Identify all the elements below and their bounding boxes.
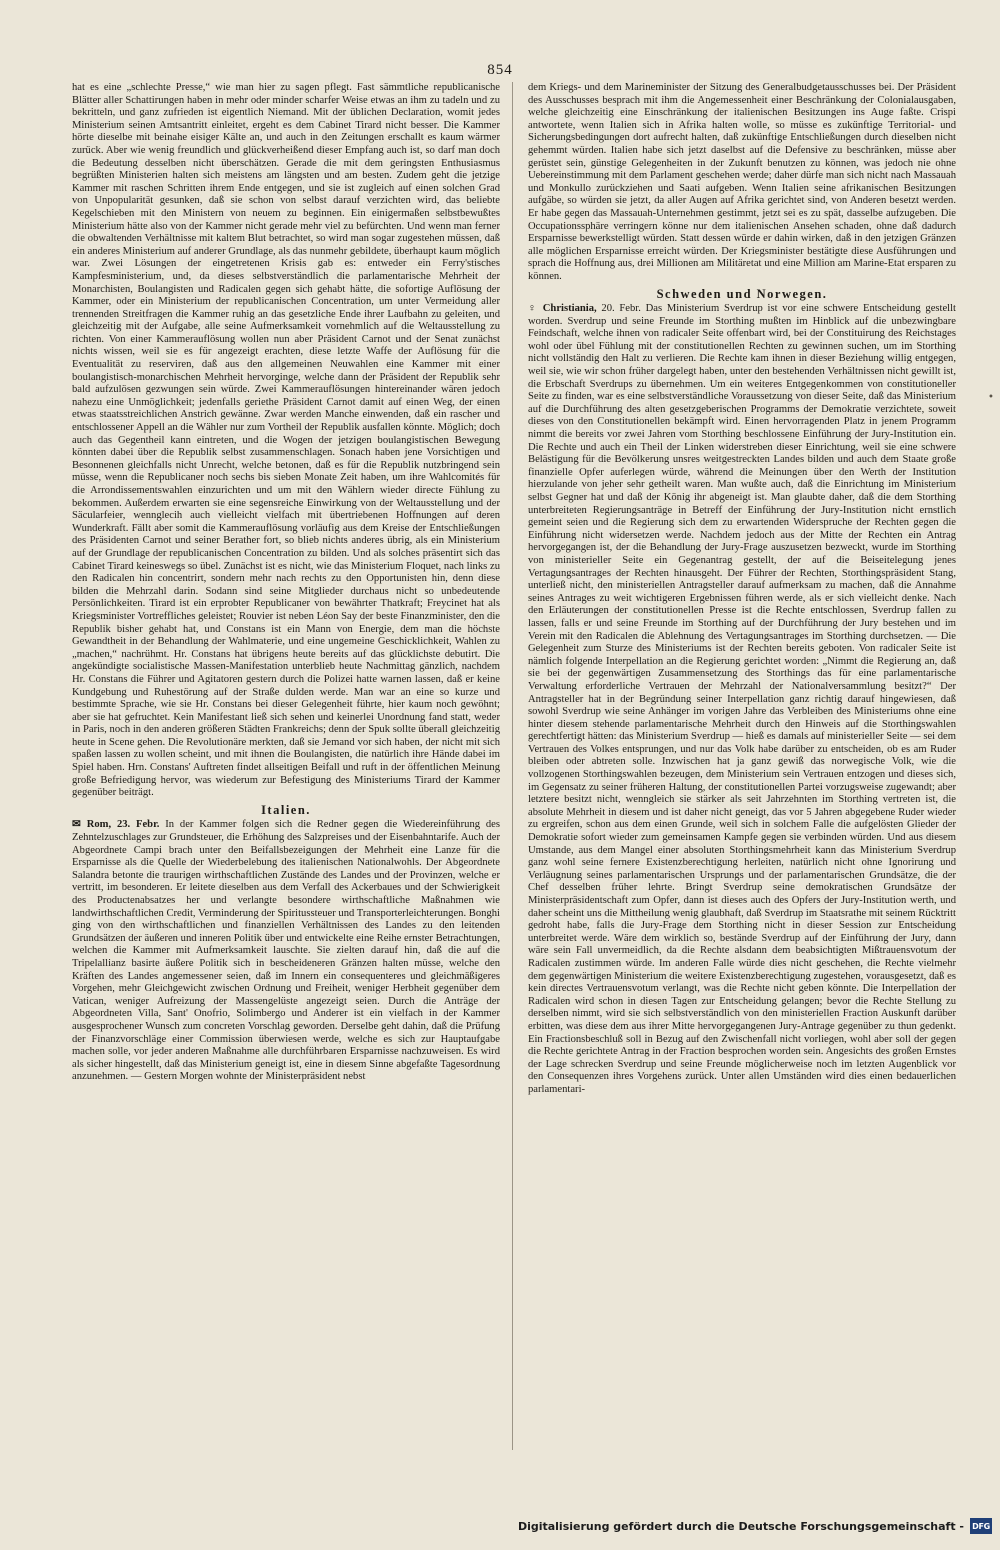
column-divider	[512, 82, 513, 1450]
dateline-date: 20. Febr.	[601, 303, 641, 315]
dateline-rom: ✉ Rom, 23. Febr.	[72, 819, 160, 831]
page-number: 854	[487, 62, 513, 78]
article-paragraph	[528, 303, 956, 1096]
section-heading-schweden: Schweden und Norwegen.	[656, 286, 828, 301]
right-column	[528, 82, 956, 1447]
margin-mark: •	[988, 392, 994, 403]
article-text: Das Ministerium Sverdrup ist vor eine schwere Entscheidung gestellt worden. Sverdrup und seine Freunde im Storthing mußten im Hinblick auf die unbezwingbare Feindschaft, welche ihnen von radicaler Seite offenbart wird, bei der Constituirung des Reichstages wohl oder übel Fühlung mit der constitutionellen Rechten zu gewinnen suchen, um im Storthing nicht vollständig den Halt zu verlieren. Die Rechte kam ihnen in dieser Beziehung willig entgegen, weil sie, wie wir schon früher dargelegt haben, unter den bestehenden Verhältnissen nicht gewillt ist, die Erbschaft Sverdrups zu übernehmen. Um ein weiteres Entgegenkommen von constitutioneller Seite zu finden, war es eine selbstverständliche Voraussetzung von dieser Seite, daß das Ministerium auf die Durchführung des alten gesetzgeberischen Programms der Demokratie verzichtete, soweit dieses von den Constitutionellen bekämpft wird. Einen hervorragenden Platz in jenem Programm nimmt die bereits vor zwei Jahren vom Storthing beschlossene Einführung der Jury-Institution ein. Die Rechte und auch ein Theil der Linken widerstreben dieser Einrichtung, weil sie eine schwere Belästigung für die Bevölkerung unsres weitgestreckten Landes bilden und auch dem Staate große finanzielle Opfer auferlegen würde, während die Meinungen über den Werth der Institution hierzulande von jeher sehr getheilt waren. Man wußte auch, daß die Einrichtung im Ministerium selbst Gegner hat und daß der König ihr abgeneigt ist. Man glaubte daher, daß die dem Storthing unterbreiteten Regierungsanträge in Betreff der Einführung der Jury-Institution nicht ernstlich gemeint seien und die Regierung sich dem zu erwartenden Widerspruche der Rechten gegen die Einführung nicht widersetzen werde. Nachdem jedoch aus der Mitte der Rechten ein Antrag hervorgegangen ist, der die Behandlung der Jury-Frage auszusetzen bezweckt, wurde im Storthing von ministerieller Seite ein Gegenantrag gestellt, der auf die Beiseitelegung jenes Vertagungsantrages der Rechten hinausgeht. Der Führer der Rechten, Storthingspräsident Stang, unterließ nicht, den ministeriellen Antragsteller darauf aufmerksam zu machen, daß die Annahme seines Antrages zu weit wichtigeren Ergebnissen führen werde, als er sich vielleicht denke. Nach den Erläuterungen der constitutionellen Presse ist die Rechte entschlossen, Sverdrup fallen zu lassen, falls er und seine Freunde im Storthing auf der Durchführung der Jury bestehen und im Verein mit den Radicalen die Ablehnung des Vertagungsantrages im Storthing durchsetzen. — Die Gelegenheit zum Sturze des Ministeriums ist der Rechten bereits geboten. Von radicaler Seite ist nämlich folgende Interpellation an die Regierung gerichtet worden: „Nimmt die Regierung an, daß sie bei der gegenwärtigen Zusammensetzung des Storthings das für eine parlamentarische Verwaltung erforderliche Vertrauen der Mehrzahl der Nationalversammlung besitzt?“ Der Antragsteller hat in der Begründung seiner Interpellation ganz richtig darauf hingewiesen, daß sowohl Sverdrup wie seine Anhänger im vorigen Jahre das Verbleiben des Ministeriums ohne eine hinter diesem stehende parlamentarische Mehrheit durch den Hinweis auf die Storthingswahlen gerechtfertigt hätten: das Ministerium Sverdrup — hieß es damals auf ministerieller Seite — sei dem Vertrauen des Volkes entsprungen, und nur das Volk habe darüber zu entscheiden, ob es am Ruder bleiben oder abtreten solle. Inzwischen hat ja ganz gewiß das norwegische Volk, wie die vollzogenen Storthingswahlen bezeugen, dem Ministerium sein Vertrauen entzogen und dieses sich, im Gegensatz zu seiner früheren Haltung, der constitutionellen Partei vorzugsweise zugewandt; aber letztere besitzt nicht, wenngleich sie stärker als seit Jahrzehnten im Storthing vertreten ist, die absolute Mehrheit in diesem und ist daher nicht geneigt, das vor 5 Jahren abgegebene Ruder wieder zu ergreifen, schon aus dem einen Grunde, weil sich in solchem Falle die aufgelösten Glieder der Demokratie sofort wieder zum gemeinsamen Kampfe gegen sie verbinden würden. Und aus diesem Umstande, aus dem Mangel einer absoluten Storthingsmehrheit kann das Ministerium Sverdrup ganz wohl seine fernere Existenzberechtigung herleiten, natürlich nicht ohne Ignorirung und Verläugnung seines parlamentarischen Ursprungs und der parlamentarischen Grundsätze, die der Chef desselben früher lehrte. Bringt Sverdrup seine demokratischen Grundsätze der Ministerpräsidentschaft zum Opfer, dann ist dieses auch des Opfers der Jury-Institution werth, und daher scheint uns die Mittheilung wenig glaubhaft, daß Sverdrup im Staatsrathe mit seinem Rücktritt gedroht habe, falls die Jury-Frage dem Storthing nicht in dieser Session zur Entscheidung unterbreitet werde. Wäre dem wirklich so, bestände Sverdrup auf der Einführung der Jury, dann wäre sein Fall unvermeidlich, da die Rechte alsdann dem beabsichtigten Mißtrauensvotum der Radicalen zustimmen würde. Im anderen Falle würde dies nicht geschehen, die Rechte vielmehr dem gegenwärtigen Ministerium die weitere Existenzberechtigung zugestehen, vorausgesetzt, daß es kein directes Vertrauensvotum verlangt, was die Rechte nicht geben könnte. Die Interpellation der Radicalen wird schon in diesen Tagen zur Entscheidung gelangen; bevor die Rechte Stellung zu derselben nimmt, wird sie sich selbstverständlich von den ministeriellen Fraction Auskunft darüber erbitten, was diese dem aus ihrer Mitte hervorgegangenen Jury-Antrage gegenüber zu thun gedenkt. Ein Fractionsbeschluß soll in Bezug auf den Zwischenfall nicht vorliegen, wohl aber soll der gegen die Rechte gerichtete Antrag in der Fraction besprochen worden sein. Angesichts des großen Ernstes der Lage schrecken Sverdrup und seine Freunde möglicherweise noch im letzten Augenblick vor den Consequenzen ihres Vorgehens zurück. Unter allen Umständen wird dies einen bedauerlichen parlamentari-	[528, 303, 956, 1095]
article-paragraph	[72, 819, 500, 1083]
dfg-logo-icon: DFG	[970, 1518, 992, 1534]
article-paragraph: dem Kriegs- und dem Marineminister der Sitzung des Generalbudgetausschusses bei. Der Präsident des Ausschusses besprach mit ihm die Angemessenheit einer Beschränkung der Colonialausgaben, welche gleichzeitig eine Einschränkung der italienischen Besitzungen ins Auge faßte. Crispi antwortete, wenn Italien sich in Afrika halten wolle, so müsse es zukünftige Territorial- und Sicherungsbedingungen dort aufrecht halten, daß zukünftige Entschließungen durch dieselben nicht gehemmt würden. Italien habe sich jetzt daselbst auf die Defensive zu beschränken, müsse aber gerüstet sein, günstige Gelegenheiten in der Zukunft benutzen zu können, was jedoch nie ohne Uebereinstimmung mit dem Parlament geschehen werde; daher dürfe man sich nicht nach Massauah und Monkullo zurückziehen und Saati aufgeben. Wenn Italien seine afrikanischen Besitzungen aufgäbe, so würden sie jetzt, da aller Augen auf Afrika gerichtet sind, von Anderen besetzt werden. Er habe gegen das Massauah-Unternehmen gestimmt, jetzt sei es zu spät, dasselbe aufzugeben. Die Occupationssphäre verringern könne nur dem italienischen Ansehen schaden, ohne daß dadurch Ersparnisse bewerkstelligt würden. Statt dessen würde er dahin wirken, daß in den jetzigen Gränzen alle möglichen Ersparnisse erreicht würden. Der Kriegsminister bestätigte diese Ausführungen und sprach die Hoffnung aus, drei Millionen am Militäretat und eine Million am Marine-Etat ersparen zu können.	[528, 82, 956, 282]
section-heading-italien: Italien.	[261, 802, 311, 817]
article-paragraph: hat es eine „schlechte Presse,“ wie man hier zu sagen pflegt. Fast sämmtliche republicanische Blätter aller Schattirungen haben in mehr oder minder scharfer Weise etwas an ihm zu tadeln und zu bekritteln, und ganz zufrieden ist eigentlich Niemand. Mit der üblichen Declaration, womit jedes Ministerium seinen Amtsantritt einleitet, ergeht es dem Cabinet Tirard nicht besser. Die Kammer hörte dieselbe mit beinahe eisiger Kälte an, und auch in den Zeitungen erschallt es kaum wärmer zurück. Aber wie wenig freundlich und glückverheißend dieser Empfang auch ist, so darf man doch die Bedeutung desselben nicht überschätzen. Gerade die mit dem geringsten Enthusiasmus begrüßten Ministerien halten sich meistens am längsten und am besten. Zudem geht die jetzige Kammer mit raschen Schritten ihrem Ende entgegen, und sie ist zugleich auf einen solchen Grad von Unpopularität gesunken, daß sie schon von selbst darauf verzichten wird, das beliebte Kegelschieben mit den Ministern von neuem zu beginnen. Ein einigermaßen selbstbewußtes Ministerium hätte also von der Kammer nicht gerade mehr viel zu befürchten. Und wenn man ferner die obwaltenden Verhältnisse mit kaltem Blut betrachtet, so wird man sogar zugestehen müssen, daß ein anderes Ministerium auf anderer Grundlage, als das nunmehr gebildete, überhaupt kaum möglich war. Zwei Lösungen der eingetretenen Krisis gab es: entweder ein Ferry'stisches Kampfesministerium, und, da dieses selbstverständlich die parlamentarische Mehrheit der Monarchisten, Boulangisten und Radicalen gegen sich gehabt hätte, die sofortige Auflösung der Kammer, oder ein Ministerium der republicanischen Concentration, um unter Vermeidung aller trennenden Streitfragen die Kammer ruhig an das gesetzliche Ende ihrer Laufbahn zu geleiten, und gleichzeitig mit der Aufgabe, alle seine Aufmerksamkeit vornehmlich auf die Weltausstellung zu richten. Von einer Kammerauflösung wollen nun aber Präsident Carnot und der Senat zunächst nichts wissen, weil sie es für angezeigt erachten, diese letzte Waffe der Auflösung für die Eventualität zu reserviren, daß aus den allgemeinen Neuwahlen eine Kammer mit einer boulangistisch-monarchischen Mehrheit hervorginge, welche dann der Präsident der Republik sehr bald aufzulösen gezwungen sein würde. Zwei Kammerauflösungen hintereinander wären jedoch nahezu eine Unmöglichkeit; jedenfalls geriethe Präsident Carnot damit auf einen Weg, der einen etwas staatsstreichlichen Anstrich gewänne. Zwar werden Manche einwenden, daß ein rascher und entschlossener Appell an die Wähler nur zum Vortheil der Republik ausfallen könnte. Möglich; doch auch das Gegentheil kann eintreten, und die Wogen der jetzigen boulangistischen Bewegung könnten dabei über die Republik selbst zusammenschlagen. Sonach haben jene Vorsichtigen und Besonnenen gleichfalls nicht Unrecht, welche betonen, daß es für die Republik nutzbringend sein müsse, wenn die Republicaner noch sechs bis sieben Monate Zeit haben, um ihre Wahlcomités für die Arrondissementswahlen einzurichten und um mit den Wählern wieder directe Fühlung zu bekommen. Außerdem erwarten sie eine segensreiche Einwirkung von der Weltausstellung und der Säcularfeier, wennglecih auch vielleicht vielfach mit übertriebenen Hoffnungen auf deren Wunderkraft. Fällt aber somit die Kammerauflösung vorläufig aus dem Kreise der Entschließungen des Präsidenten Carnot und seiner Berather fort, so blieb nichts anderes übrig, als ein Ministerium auf der Grundlage der republicanischen Concentration zu bilden. Und als solches präsentirt sich das Cabinet Tirard keineswegs so übel. Zunächst ist es nicht, wie das Ministerium Floquet, nach links zu den Radicalen hin concentrirt, sondern mehr nach rechts zu den Opportunisten hin, denn diese bilden die Mehrzahl darin. Sodann sind seine Mitglieder durchaus nicht so unbedeutende Persönlichkeiten. Tirard ist ein erprobter Republicaner von bewährter Thatkraft; Freycinet hat als Kriegsminister Vortreffliches geleistet; Rouvier ist neben Léon Say der beste Finanzminister, den die Republik bisher gehabt hat, und Constans ist ein Mann von Energie, dem man die höchste Gewandtheit in der Behandlung der Wahlmaterie, und eine ungemeine Geschicklichkeit, Wahlen zu „machen,“ nachrühmt. Hr. Constans hat übrigens heute bereits auf das glücklichste debutirt. Die angekündigte socialistische Massen-Manifestation unterblieb heute Nachmittag gänzlich, nachdem Hr. Constans die Führer und Agitatoren gestern durch die Polizei hatte warnen lassen, daß er keine Kundgebung und Ruhestörung auf der Straße dulden werde. Man war an eine so kurze und bestimmte Sprache, wie sie Hr. Constans bei dieser Gelegenheit führte, hier kaum noch gewöhnt; aber sie hat gefruchtet. Kein Manifestant ließ sich sehen und keinerlei Unordnung fand statt, weder in Paris, noch in den anderen größeren Städten Frankreichs; denn der Spuk sollte überall gleichzeitig heute in Scene gehen. Die Revolutionäre merkten, daß sie Jemand vor sich haben, der nicht mit sich spaßen lassen zu wollen scheint, und mit ihnen die Boulangisten, die natürlich ihre Hände dabei im Spiel haben. Hrn. Constans' Auftreten findet allseitigen Beifall und ruft in der öffentlichen Meinung große Befriedigung hervor, was wiederum zur Befestigung des Ministeriums Tirard der Kammer gegenüber beiträgt.	[72, 82, 500, 799]
article-text: In der Kammer folgen sich die Redner gegen die Wiedereinführung des Zehntelzuschlages zur Grundsteuer, die Erhöhung des Salzpreises und der Eisenbahntarife. Auch der Abgeordnete Campi brach unter den Beifallsbezeigungen der Mehrheit eine Lanze für die Ersparnisse als die Quelle der Wiederbelebung des italienischen Nationalwohls. Der Abgeordnete Salandra betonte die traurigen wirthschaftlichen Zustände des Landes und der Provinzen, welche er vertritt, im besonderen. Er leitete dieselben aus dem Verfall des Ackerbaues und der Schwierigkeit des Productenabsatzes her und verlangte besondere wirthschaftliche Maßnahmen wie landwirthschaftlichen Credit, Verminderung der Spiritussteuer und Transporterleichterungen. Bonghi ging von den wirthschaftlichen und finanziellen Verhältnissen des Landes zu den leitenden Grundsätzen der äußeren und inneren Politik über und entwickelte eine Reihe ernster Betrachtungen, welchen die Kammer mit Aufmerksamkeit lauschte. Sie zielten darauf hin, daß die auf die Tripelallianz basirte äußere Politik sich in bescheideneren Gränzen halten müsse, welche den Kräften des Landes angemessener seien, daß im Innern ein consequenteres und gleichmäßigeres Vorgehen, mehr Gleichgewicht zwischen Ordnung und Freiheit, weniger Herbheit gegenüber dem Vatican, weniger Aufreizung der Massengelüste angezeigt seien. Durch die Anträge der Abgeordneten Villa, Sant' Onofrio, Solimbergo und Anderer ist ein vielfach in der Kammer ausgesprochener Wunsch zum concreten Vorschlag geworden. Derselbe geht dahin, daß die Prüfung der Finanzvorschläge einer Commission überwiesen werde, welche es sich zur Hauptaufgabe machen solle, vor jeder anderen Maßnahme alle durchführbaren Ersparnisse nachzuweisen. Es wird als sicher hingestellt, daß das Ministerium geneigt ist, eine in diesem Sinne abgefaßte Tagesordnung anzunehmen. — Gestern Morgen wohnte der Ministerpräsident nebst	[72, 819, 500, 1083]
footer-credit: Digitalisierung gefördert durch die Deutsche Forschungsgemeinschaft -	[517, 1519, 964, 1533]
dateline-christiania: ♀ Christiania,	[528, 303, 597, 315]
left-column	[72, 82, 500, 1454]
footer	[518, 1517, 992, 1535]
